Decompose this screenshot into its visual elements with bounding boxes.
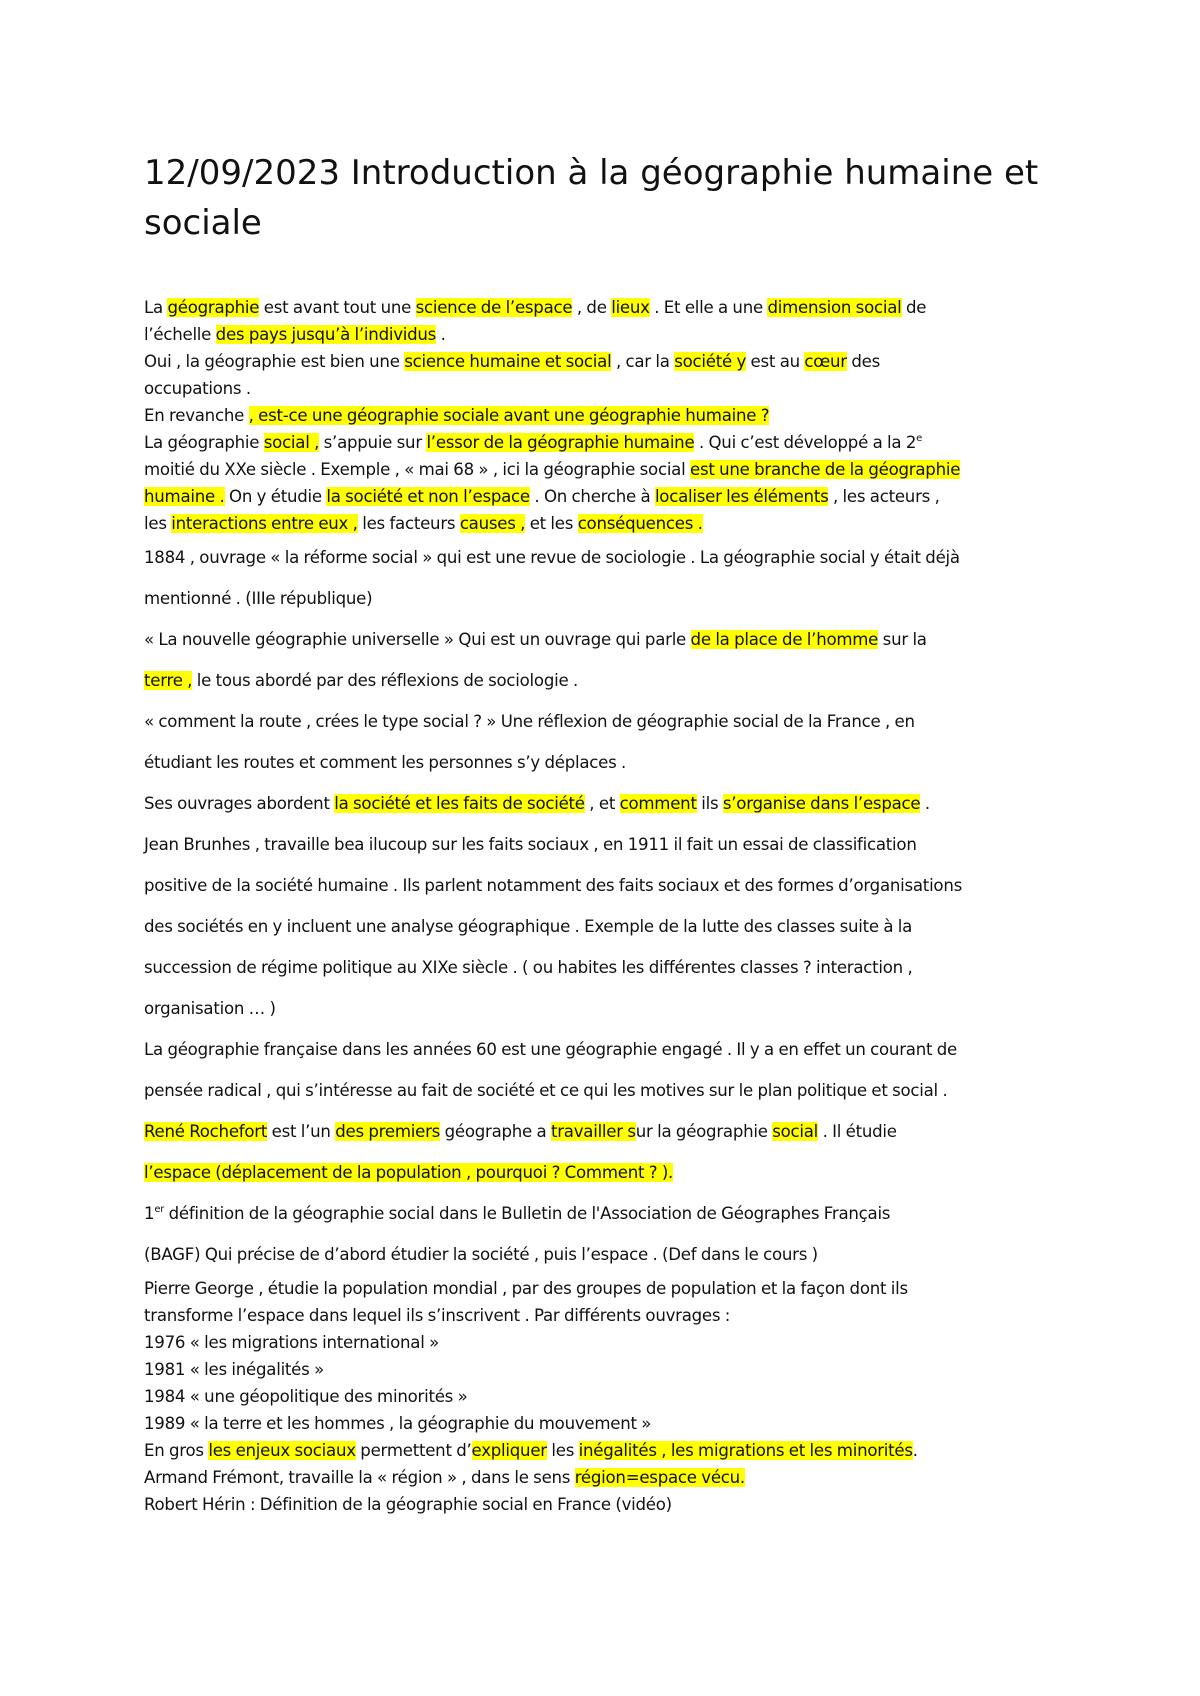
text-segment: , les acteurs , [828, 487, 940, 506]
text-segment: ur la géographie [635, 1122, 773, 1141]
text-segment: 1976 « les migrations international » [144, 1333, 439, 1352]
superscript-text: er [154, 1204, 165, 1215]
text-segment: 1884 , ouvrage « la réforme social » qui est une revue de sociologie . La géographie social y était déjà [144, 548, 960, 567]
highlighted-text: science de l’espace [415, 298, 573, 317]
highlighted-text: science humaine et social [404, 352, 612, 371]
text-segment: positive de la société humaine . Ils parlent notamment des faits sociaux et des formes d’organisations [144, 876, 962, 895]
text-line [144, 537, 1074, 578]
text-segment: étudiant les routes et comment les personnes s’y déplaces . [144, 753, 627, 772]
highlighted-text: région=espace vécu. [574, 1468, 745, 1487]
text-segment: On y étudie [224, 487, 327, 506]
text-line [144, 1437, 1074, 1464]
text-segment: ils [696, 794, 723, 813]
text-segment: Robert Hérin : Définition de la géographie social en France (vidéo) [144, 1495, 672, 1514]
highlighted-text: la société et les faits de société [334, 794, 585, 813]
highlighted-text: causes , [459, 514, 526, 533]
highlighted-text: , est-ce une géographie sociale avant une géographie humaine ? [248, 406, 770, 425]
text-segment: de [901, 298, 927, 317]
text-line [144, 294, 1074, 321]
text-segment: organisation … ) [144, 999, 276, 1018]
text-line [144, 456, 1074, 483]
text-line [144, 1111, 1074, 1152]
text-segment: Ses ouvrages abordent [144, 794, 335, 813]
text-segment: s’appuie sur [319, 433, 427, 452]
text-line [144, 1070, 1074, 1111]
text-segment: En revanche [144, 406, 249, 425]
text-segment: les [546, 1441, 579, 1460]
text-segment: est au [746, 352, 805, 371]
text-line [144, 988, 1074, 1029]
text-line [144, 402, 1074, 429]
text-line [144, 1234, 1074, 1275]
text-segment: occupations . [144, 379, 251, 398]
highlighted-text: interactions entre eux , [171, 514, 358, 533]
text-segment: . [436, 325, 446, 344]
text-line [144, 742, 1074, 783]
highlighted-text: s’organise dans l’espace [722, 794, 921, 813]
page-title [144, 148, 1084, 248]
text-segment: 1981 « les inégalités » [144, 1360, 324, 1379]
highlighted-text: cœur [804, 352, 847, 371]
text-segment: mentionné . (IIIe république) [144, 589, 373, 608]
text-segment: En gros [144, 1441, 209, 1460]
highlighted-text: la société et non l’espace [326, 487, 530, 506]
text-segment: et les [525, 514, 578, 533]
text-line [144, 578, 1074, 619]
text-segment: , et [584, 794, 620, 813]
text-segment: transforme l’espace dans lequel ils s’inscrivent . Par différents ouvrages : [144, 1306, 731, 1325]
text-segment: Jean Brunhes , travaille bea ilucoup sur les faits sociaux , en 1911 il fait un essai de classification [144, 835, 917, 854]
highlighted-text: expliquer [471, 1441, 547, 1460]
text-segment: Armand Frémont, travaille la « région » , dans le sens [144, 1468, 575, 1487]
highlighted-text: conséquences . [577, 514, 703, 533]
text-line [144, 783, 1074, 824]
highlighted-text: des premiers [335, 1122, 441, 1141]
text-segment: « comment la route , crées le type social ? » Une réflexion de géographie social de la France , en [144, 712, 915, 731]
text-line [144, 865, 1074, 906]
text-line [144, 1464, 1074, 1491]
text-segment: l’échelle [144, 325, 216, 344]
highlighted-text: géographie [167, 298, 260, 317]
highlighted-text: l’espace (déplacement de la population , pourquoi ? Comment ? ). [144, 1163, 674, 1182]
text-segment: . On cherche à [529, 487, 655, 506]
title-line-1: 12/09/2023 Introduction à la géographie humaine et [144, 153, 1039, 193]
text-line [144, 375, 1074, 402]
text-segment: La géographie [144, 433, 264, 452]
highlighted-text: localiser les éléments [654, 487, 829, 506]
highlighted-text: humaine . [144, 487, 225, 506]
text-line [144, 510, 1074, 537]
text-line [144, 1383, 1074, 1410]
text-line [144, 483, 1074, 510]
text-line [144, 348, 1074, 375]
text-segment: les [144, 514, 172, 533]
text-segment: (BAGF) Qui précise de d’abord étudier la société , puis l’espace . (Def dans le cours ) [144, 1245, 818, 1264]
text-segment: est l’un [267, 1122, 336, 1141]
text-line [144, 1029, 1074, 1070]
text-segment: sur la [878, 630, 927, 649]
text-segment: . Et elle a une [649, 298, 768, 317]
highlighted-text: comment [619, 794, 697, 813]
text-segment: . Il étudie [818, 1122, 897, 1141]
text-line [144, 321, 1074, 348]
text-segment: succession de régime politique au XIXe siècle . ( ou habites les différentes classes ? interaction , [144, 958, 913, 977]
text-segment: Pierre George , étudie la population mondial , par des groupes de population et la façon dont ils [144, 1279, 908, 1298]
text-segment: , car la [611, 352, 675, 371]
text-segment: 1984 « une géopolitique des minorités » [144, 1387, 468, 1406]
document-body [144, 294, 1074, 1518]
text-line [144, 429, 1074, 456]
text-segment: géographe a [440, 1122, 551, 1141]
text-line [144, 824, 1074, 865]
text-segment: Oui , la géographie est bien une [144, 352, 405, 371]
text-segment: 1989 « la terre et les hommes , la géographie du mouvement » [144, 1414, 652, 1433]
text-segment: moitié du XXe siècle . Exemple , « mai 68 » , ici la géographie social [144, 460, 690, 479]
highlighted-text: social , [263, 433, 320, 452]
text-line [144, 1491, 1074, 1518]
superscript-text: e [916, 433, 923, 444]
highlighted-text: de la place de l’homme [690, 630, 879, 649]
text-segment: , de [572, 298, 612, 317]
text-line [144, 660, 1074, 701]
text-segment: La [144, 298, 168, 317]
text-segment: est avant tout une [259, 298, 416, 317]
highlighted-text: les enjeux sociaux [208, 1441, 356, 1460]
text-line [144, 1193, 1074, 1234]
text-segment: La géographie française dans les années 60 est une géographie engagé . Il y a en effet un courant de [144, 1040, 957, 1059]
text-segment: les facteurs [357, 514, 460, 533]
highlighted-text: terre , [144, 671, 193, 690]
highlighted-text: dimension social [767, 298, 902, 317]
highlighted-text: social [772, 1122, 819, 1141]
highlighted-text: est une branche de la géographie [689, 460, 961, 479]
highlighted-text: inégalités , les migrations et les minorités [578, 1441, 913, 1460]
text-segment: pensée radical , qui s’intéresse au fait de société et ce qui les motives sur le plan politique et social . [144, 1081, 948, 1100]
text-segment: définition de la géographie social dans le Bulletin de l'Association de Géographes Français [164, 1204, 891, 1223]
text-segment: des sociétés en y incluent une analyse géographique . Exemple de la lutte des classes suite à la [144, 917, 913, 936]
highlighted-text: des pays jusqu’à l’individus [215, 325, 437, 344]
text-line [144, 1329, 1074, 1356]
text-line [144, 1356, 1074, 1383]
text-segment: . [920, 794, 930, 813]
text-segment: « La nouvelle géographie universelle » Qui est un ouvrage qui parle [144, 630, 691, 649]
text-line [144, 1302, 1074, 1329]
highlighted-text: société y [674, 352, 747, 371]
text-line [144, 619, 1074, 660]
text-segment: . Qui c’est développé a la 2 [694, 433, 917, 452]
text-segment: des [846, 352, 881, 371]
text-segment: permettent d’ [355, 1441, 472, 1460]
text-line [144, 1410, 1074, 1437]
text-line [144, 1275, 1074, 1302]
text-line [144, 906, 1074, 947]
highlighted-text: René Rochefort [144, 1122, 268, 1141]
highlighted-text: lieux [611, 298, 650, 317]
text-line [144, 1152, 1074, 1193]
text-segment: 1 [144, 1204, 155, 1223]
text-line [144, 701, 1074, 742]
text-segment: . [912, 1441, 918, 1460]
title-line-2: sociale [144, 203, 262, 243]
highlighted-text: travailler s [550, 1122, 636, 1141]
highlighted-text: l’essor de la géographie humaine [426, 433, 695, 452]
text-segment: le tous abordé par des réflexions de sociologie . [192, 671, 578, 690]
text-line [144, 947, 1074, 988]
